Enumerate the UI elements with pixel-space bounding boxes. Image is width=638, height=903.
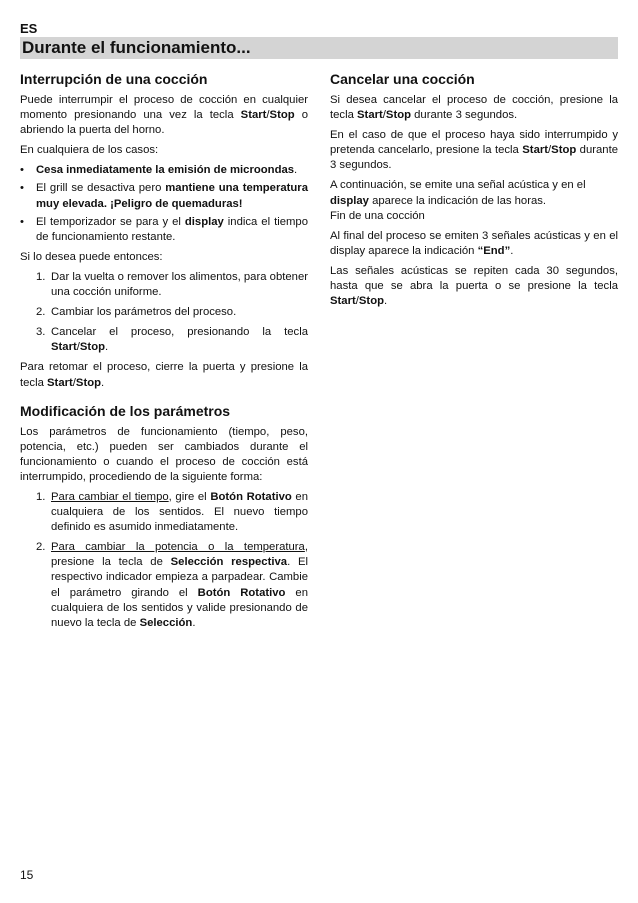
heading-interruption: Interrupción de una cocción [20,71,208,87]
bullet-icon: • [20,164,24,177]
left-column [20,64,308,636]
list-item: • El grill se desactiva pero mantiene una temperatura muy elevada. ¡Peligro de quemaduras! [20,182,308,210]
paragraph: A continuación, se emite una señal acústica y en el display aparece la indicación de las horas. Fin de una cocción [330,179,586,222]
language-code: ES [20,21,38,36]
numbered-list [20,270,308,355]
bullet-list [20,163,308,244]
list-item: 1. Dar la vuelta o remover los alimentos, para obtener una cocción uniforme. [36,270,308,299]
paragraph: Al final del proceso se emiten 3 señales acústicas y en el display aparece la indicación “End”. [330,229,618,257]
heading-modification: Modificación de los parámetros [20,402,231,419]
bullet-icon: • [20,215,24,228]
paragraph: En el caso de que el proceso haya sido interrumpido y pretenda cancelarlo, presione la tecla Start/Stop durante 3 segundos. [330,129,618,172]
paragraph: Las señales acústicas se repiten cada 30 segundos, hasta que se abra la puerta o se presione la tecla Start/Stop. [330,264,618,308]
bullet-icon: • [20,182,24,195]
list-item: 2. Cambiar los parámetros del proceso. [36,306,237,319]
list-item: 1. Para cambiar el tiempo, gire el Botón Rotativo en cualquiera de los sentidos. El nuevo tiempo definido es asumido inmediatamente. [36,490,308,534]
list-item: 3. Cancelar el proceso, presionando la tecla Start/Stop. [36,326,308,354]
paragraph: En cualquiera de los casos: [20,144,159,157]
paragraph: Si lo desea puede entonces: [20,250,163,263]
paragraph: Si desea cancelar el proceso de cocción, presione la tecla Start/Stop durante 3 segundos. [330,94,618,122]
paragraph: Puede interrumpir el proceso de cocción en cualquier momento presionando una vez la tecla Start/Stop o abriendo la puerta del horno. [20,94,308,137]
list-item: 2. Para cambiar la potencia o la temperatura, presione la tecla de Selección respectiva. El respectivo indicador empieza a parpadear. Cambie el parámetro girando el Botón Rotativo en cualquiera de los sentidos y valide presionando de nuevo la tecla de Selección. [36,541,309,629]
right-column [330,64,618,314]
paragraph: Para retomar el proceso, cierre la puerta y presione la tecla Start/Stop. [20,361,308,389]
list-item: • Cesa inmediatamente la emisión de microondas. [20,163,308,178]
page-title: Durante el funcionamiento... [22,38,251,57]
heading-cancel: Cancelar una cocción [330,71,475,87]
list-item: • El temporizador se para y el display indica el tiempo de funcionamiento restante. [20,215,308,243]
paragraph: Los parámetros de funcionamiento (tiempo, peso, potencia, etc.) pueden ser cambiados durante el funcionamiento o cuando el proceso de cocción está interrumpido, procediendo de la siguiente forma: [20,425,308,483]
end-of-cooking-label: Fin de una cocción [330,209,425,222]
page-number: 15 [20,868,34,882]
section-title-bar [20,37,618,59]
numbered-list [20,490,308,631]
